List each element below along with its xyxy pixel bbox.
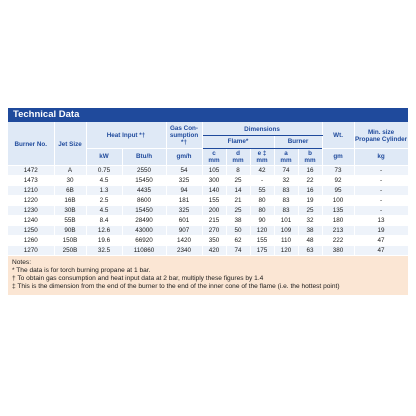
unit-a bbox=[274, 148, 298, 165]
notes-heading: Notes: bbox=[12, 259, 32, 267]
table-cell: 8600 bbox=[122, 196, 166, 206]
table-cell: 155 bbox=[202, 196, 226, 206]
table-cell: 16B bbox=[54, 196, 86, 206]
table-cell: 270 bbox=[202, 226, 226, 236]
table-cell: 1270 bbox=[8, 246, 54, 256]
header-burner-no: Burner No. bbox=[8, 122, 54, 166]
table-cell: 38 bbox=[226, 216, 250, 226]
table-row bbox=[8, 226, 408, 236]
table-cell: 32 bbox=[298, 216, 322, 226]
unit-btuh: Btu/h bbox=[122, 148, 166, 165]
note-line: † To obtain gas consumption and heat input data at 2 bar, multiply these figures by 1.4 bbox=[12, 274, 264, 282]
table-cell: 2550 bbox=[122, 166, 166, 176]
header-weight: Wt. bbox=[322, 122, 354, 148]
table-cell: 94 bbox=[166, 186, 202, 196]
table-row bbox=[8, 196, 408, 206]
table-cell: 25 bbox=[298, 206, 322, 216]
table-cell: 135 bbox=[322, 206, 354, 216]
header-min-cylinder: Min. size Propane Cylinder bbox=[354, 122, 408, 148]
table-cell: - bbox=[354, 196, 408, 206]
unit-a-mm: mm bbox=[280, 156, 292, 164]
table-cell: - bbox=[354, 176, 408, 186]
table-cell: 25 bbox=[226, 176, 250, 186]
unit-b bbox=[298, 148, 322, 165]
table-row bbox=[8, 206, 408, 216]
table-cell: 101 bbox=[274, 216, 298, 226]
table-cell: 325 bbox=[166, 176, 202, 186]
table-cell: 420 bbox=[202, 246, 226, 256]
unit-gm: gm bbox=[322, 148, 354, 165]
table-cell: 110 bbox=[274, 236, 298, 246]
table-cell: 120 bbox=[274, 246, 298, 256]
table-cell: 300 bbox=[202, 176, 226, 186]
unit-kg: kg bbox=[354, 148, 408, 165]
table-cell: 83 bbox=[274, 196, 298, 206]
unit-kw: kW bbox=[86, 148, 122, 165]
table-cell: 32 bbox=[274, 176, 298, 186]
unit-gmh: gm/h bbox=[166, 148, 202, 165]
table-cell: 180 bbox=[322, 216, 354, 226]
table-cell: 181 bbox=[166, 196, 202, 206]
table-cell: 14 bbox=[226, 186, 250, 196]
table-cell: 215 bbox=[202, 216, 226, 226]
header-jet-size: Jet Size bbox=[54, 122, 86, 166]
table-cell: 48 bbox=[298, 236, 322, 246]
table-cell: 32.5 bbox=[86, 246, 122, 256]
table-cell: 74 bbox=[226, 246, 250, 256]
table-cell: 1250 bbox=[8, 226, 54, 236]
table-cell: 92 bbox=[322, 176, 354, 186]
table-cell: 16 bbox=[298, 166, 322, 176]
table-cell: 1472 bbox=[8, 166, 54, 176]
note-line: * The data is for torch burning propane at 1 bar. bbox=[12, 267, 151, 275]
table-row bbox=[8, 176, 408, 186]
table-cell: 200 bbox=[202, 206, 226, 216]
unit-e-label: e ‡ bbox=[257, 149, 267, 157]
table-cell: 22 bbox=[298, 176, 322, 186]
table-cell: 601 bbox=[166, 216, 202, 226]
table-cell: 90B bbox=[54, 226, 86, 236]
unit-d-label: d bbox=[236, 149, 240, 157]
table-cell: 175 bbox=[250, 246, 274, 256]
table-cell: 55 bbox=[250, 186, 274, 196]
unit-b-mm: mm bbox=[304, 156, 316, 164]
table-cell: 55B bbox=[54, 216, 86, 226]
table-row bbox=[8, 216, 408, 226]
table-cell: 63 bbox=[298, 246, 322, 256]
table-cell: - bbox=[354, 206, 408, 216]
table-cell: 8 bbox=[226, 166, 250, 176]
table-cell: 4.5 bbox=[86, 206, 122, 216]
table-cell: 1.3 bbox=[86, 186, 122, 196]
table-cell: 30 bbox=[54, 176, 86, 186]
table-cell: 43000 bbox=[122, 226, 166, 236]
unit-d-mm: mm bbox=[232, 156, 244, 164]
table-cell: 2.5 bbox=[86, 196, 122, 206]
table-row bbox=[8, 166, 408, 176]
technical-data-table bbox=[8, 122, 409, 256]
table-cell: 19.6 bbox=[86, 236, 122, 246]
table-cell: 250B bbox=[54, 246, 86, 256]
table-body bbox=[8, 166, 408, 256]
table-cell: 62 bbox=[226, 236, 250, 246]
table-cell: 25 bbox=[226, 206, 250, 216]
table-cell: 80 bbox=[250, 196, 274, 206]
unit-e-mm: mm bbox=[256, 156, 268, 164]
table-cell: 95 bbox=[322, 186, 354, 196]
note-line: ‡ This is the dimension from the end of the burner to the end of the inner cone of the flame (i.e. the hottest point) bbox=[12, 282, 340, 290]
table-cell: 4435 bbox=[122, 186, 166, 196]
table-cell: 100 bbox=[322, 196, 354, 206]
table-cell: 105 bbox=[202, 166, 226, 176]
table-cell: 1210 bbox=[8, 186, 54, 196]
table-cell: - bbox=[354, 186, 408, 196]
table-cell: 47 bbox=[354, 236, 408, 246]
unit-c bbox=[202, 148, 226, 165]
table-cell: 13 bbox=[354, 216, 408, 226]
table-cell: 155 bbox=[250, 236, 274, 246]
table-cell: 907 bbox=[166, 226, 202, 236]
table-cell: 2340 bbox=[166, 246, 202, 256]
header-burner: Burner bbox=[274, 136, 322, 148]
table-cell: 325 bbox=[166, 206, 202, 216]
table-cell: 6B bbox=[54, 186, 86, 196]
technical-data-panel bbox=[8, 108, 408, 295]
table-cell: 28490 bbox=[122, 216, 166, 226]
table-cell: 19 bbox=[298, 196, 322, 206]
table-cell: 50 bbox=[226, 226, 250, 236]
table-cell: 54 bbox=[166, 166, 202, 176]
table-row bbox=[8, 246, 408, 256]
unit-e bbox=[250, 148, 274, 165]
table-cell: 222 bbox=[322, 236, 354, 246]
table-cell: 380 bbox=[322, 246, 354, 256]
table-cell: 47 bbox=[354, 246, 408, 256]
unit-a-label: a bbox=[284, 149, 288, 157]
table-cell: 90 bbox=[250, 216, 274, 226]
header-heat-input: Heat Input *† bbox=[86, 122, 166, 148]
table-cell: 21 bbox=[226, 196, 250, 206]
table-row bbox=[8, 236, 408, 246]
table-cell: 15450 bbox=[122, 176, 166, 186]
table-cell: - bbox=[354, 166, 408, 176]
table-cell: 80 bbox=[250, 206, 274, 216]
table-cell: 83 bbox=[274, 206, 298, 216]
notes-box bbox=[8, 256, 408, 295]
header-dimensions: Dimensions bbox=[202, 122, 322, 136]
table-cell: 110860 bbox=[122, 246, 166, 256]
section-title: Technical Data bbox=[8, 108, 408, 122]
table-cell: 30B bbox=[54, 206, 86, 216]
table-cell: 8.4 bbox=[86, 216, 122, 226]
table-cell: 213 bbox=[322, 226, 354, 236]
table-cell: 83 bbox=[274, 186, 298, 196]
table-cell: 350 bbox=[202, 236, 226, 246]
table-cell: 109 bbox=[274, 226, 298, 236]
table-cell: 1220 bbox=[8, 196, 54, 206]
table-cell: 4.5 bbox=[86, 176, 122, 186]
table-cell: 1240 bbox=[8, 216, 54, 226]
unit-c-label: c bbox=[212, 149, 216, 157]
table-cell: 15450 bbox=[122, 206, 166, 216]
table-cell: 16 bbox=[298, 186, 322, 196]
table-cell: 38 bbox=[298, 226, 322, 236]
table-cell: 12.6 bbox=[86, 226, 122, 236]
unit-d bbox=[226, 148, 250, 165]
table-cell: 0.75 bbox=[86, 166, 122, 176]
header-flame: Flame* bbox=[202, 136, 274, 148]
table-cell: 1230 bbox=[8, 206, 54, 216]
table-cell: 73 bbox=[322, 166, 354, 176]
table-cell: 66920 bbox=[122, 236, 166, 246]
header-gas-consumption: Gas Con- sumption *† bbox=[166, 122, 202, 148]
table-cell: 120 bbox=[250, 226, 274, 236]
table-cell: 1420 bbox=[166, 236, 202, 246]
table-cell: A bbox=[54, 166, 86, 176]
table-cell: 74 bbox=[274, 166, 298, 176]
unit-b-label: b bbox=[308, 149, 312, 157]
table-row bbox=[8, 186, 408, 196]
table-cell: 19 bbox=[354, 226, 408, 236]
table-cell: 1473 bbox=[8, 176, 54, 186]
table-cell: - bbox=[250, 176, 274, 186]
table-cell: 42 bbox=[250, 166, 274, 176]
unit-c-mm: mm bbox=[208, 156, 220, 164]
table-cell: 150B bbox=[54, 236, 86, 246]
table-cell: 1260 bbox=[8, 236, 54, 246]
table-cell: 140 bbox=[202, 186, 226, 196]
